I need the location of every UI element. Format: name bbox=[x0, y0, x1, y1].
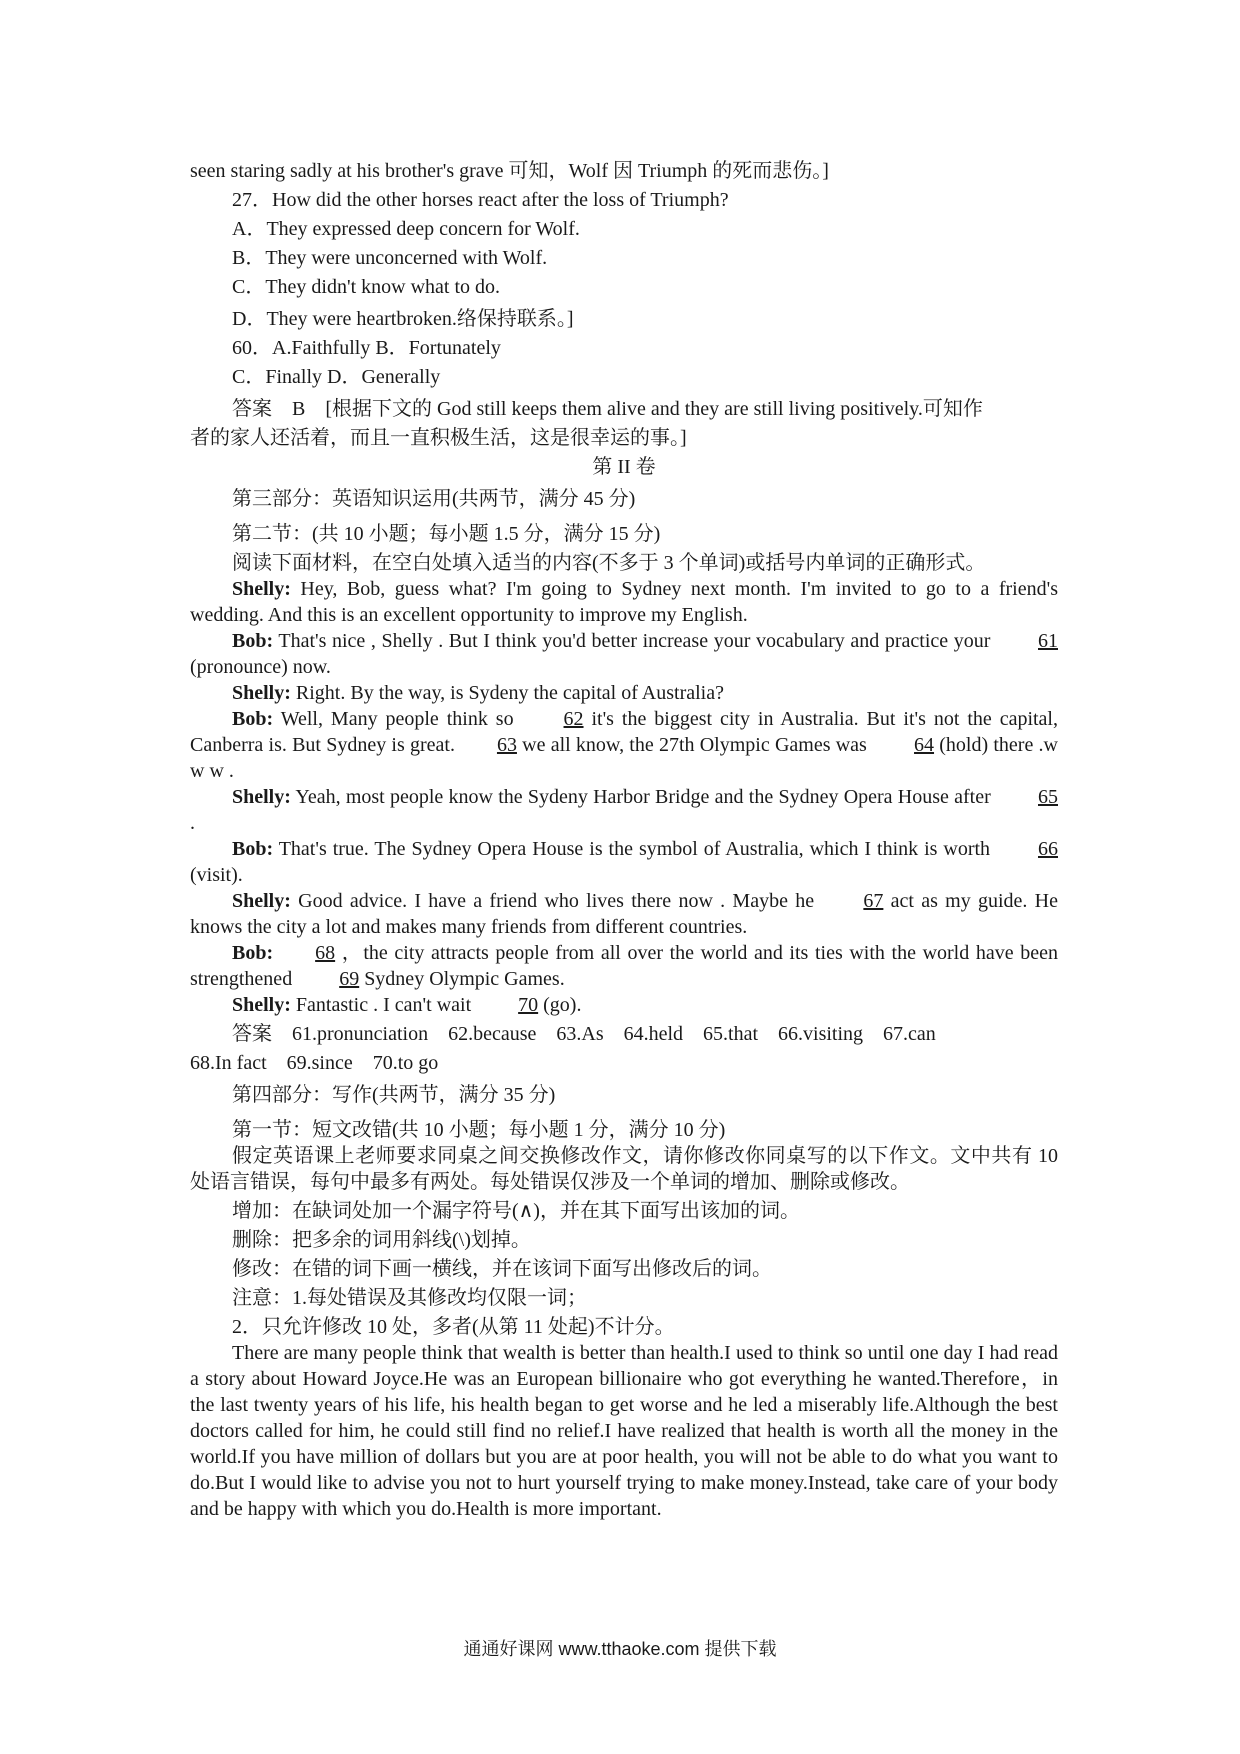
speaker-label: Bob: bbox=[232, 630, 274, 652]
dialogue-text: it's the biggest city in Australia. But it's not the capital, Canberra is. But Sydney is great. bbox=[190, 708, 1058, 756]
dialogue-text: Hey, Bob, guess what? I'm going to Sydney next month. I'm invited to go to a friend's wedding. And this is an excellent opportunity to improve my English. bbox=[190, 578, 1058, 626]
part4-subheading: 第一节：短文改错(共 10 小题；每小题 1 分，满分 10 分) bbox=[232, 1119, 726, 1141]
speaker-label: Bob: bbox=[232, 838, 274, 860]
rule-delete: 删除：把多余的词用斜线(\)划掉。 bbox=[232, 1229, 531, 1251]
dialogue-bob-3 bbox=[190, 836, 1058, 888]
part3-heading: 第三部分：英语知识运用(共两节，满分 45 分) bbox=[232, 488, 636, 510]
q27-option-d: D．They were heartbroken.络保持联系。] bbox=[232, 308, 574, 330]
answers-line2: 68.In fact 69.since 70.to go bbox=[190, 1052, 439, 1074]
speaker-label: Shelly: bbox=[232, 994, 291, 1016]
blank-67: 67 bbox=[863, 890, 884, 912]
prev-explanation-tail: seen staring sadly at his brother's grave 可知，Wolf 因 Triumph 的死而悲伤。] bbox=[190, 160, 829, 182]
part3-subheading: 第二节：(共 10 小题；每小题 1.5 分，满分 15 分) bbox=[232, 523, 661, 545]
dialogue-text: (go). bbox=[538, 994, 582, 1016]
rule-add: 增加：在缺词处加一个漏字符号(∧)，并在其下面写出该加的词。 bbox=[232, 1200, 800, 1222]
section-title: 第 II 卷 bbox=[592, 456, 656, 478]
rule-modify: 修改：在错的词下画一横线，并在该词下面写出修改后的词。 bbox=[232, 1258, 772, 1280]
essay-text: There are many people think that wealth is better than health.I used to think so until one day I had read a story about Howard Joyce.He was an European billionaire who got everything he wanted.Therefore，in the last twenty years of his life, his health began to get worse and he led a miserably life.Although the best doctors called for him, he could still find no relief.I have realized that health is worth all the money in the world.If you have million of dollars but you are at poor health, you will not be able to do what you want to do.But I would like to advise you not to hurt yourself trying to make money.Instead, take care of your body and be happy with which you do.Health is more important. bbox=[190, 1342, 1058, 1520]
dialogue-text: Right. By the way, is Sydeny the capital of Australia? bbox=[290, 682, 724, 704]
part4-instruction: 假定英语课上老师要求同桌之间交换修改作文，请你修改你同桌写的以下作文。文中共有 10 处语言错误，每句中最多有两处。每处错误仅涉及一个单词的增加、删除或修改。 bbox=[190, 1145, 1058, 1193]
answer-60-line2: 者的家人还活着，而且一直积极生活，这是很幸运的事。] bbox=[190, 427, 687, 449]
dialogue-text: Well, Many people think so bbox=[273, 708, 522, 730]
dialogue-shelly-2 bbox=[190, 680, 1058, 706]
footer-credit: 通通好课网 www.tthaoke.com 提供下载 bbox=[463, 1639, 777, 1659]
dialogue-text: (visit). bbox=[190, 864, 243, 886]
dialogue-shelly-5 bbox=[190, 992, 1058, 1018]
blank-62: 62 bbox=[563, 708, 584, 730]
dialogue-bob-4 bbox=[190, 940, 1058, 992]
q27-option-a: A．They expressed deep concern for Wolf. bbox=[232, 218, 580, 240]
dialogue-text: (hold) there .w w w . bbox=[190, 734, 1058, 782]
blank-64: 64 bbox=[914, 734, 935, 756]
question-60-options-ab: 60．A.Faithfully B．Fortunately bbox=[232, 337, 501, 359]
question-27: 27．How did the other horses react after the loss of Triumph? bbox=[232, 189, 729, 211]
speaker-label: Shelly: bbox=[232, 786, 291, 808]
blank-66: 66 bbox=[1038, 838, 1058, 860]
blank-68: 68 bbox=[315, 942, 336, 964]
speaker-label: Shelly: bbox=[232, 578, 291, 600]
dialogue-text: Sydney Olympic Games. bbox=[359, 968, 565, 990]
q27-option-b: B．They were unconcerned with Wolf. bbox=[232, 247, 548, 269]
part4-heading: 第四部分：写作(共两节，满分 35 分) bbox=[232, 1084, 556, 1106]
answer-60-line1: 答案 B [根据下文的 God still keeps them alive and they are still living positively.可知作 bbox=[232, 398, 983, 420]
dialogue-shelly-4 bbox=[190, 888, 1058, 940]
dialogue-text: ，the city attracts people from all over the world and its ties with the world have been strengthened bbox=[190, 942, 1058, 990]
note-2: 2．只允许修改 10 处，多者(从第 11 处起)不计分。 bbox=[232, 1316, 675, 1338]
note-1: 注意：1.每处错误及其修改均仅限一词； bbox=[232, 1287, 587, 1309]
dialogue-text: Fantastic . I can't wait bbox=[290, 994, 477, 1016]
dialogue-text: we all know, the 27th Olympic Games was bbox=[516, 734, 873, 756]
dialogue-text: act as my guide. He knows the city a lot and makes many friends from different countries. bbox=[190, 890, 1058, 938]
dialogue-text: That's true. The Sydney Opera House is the symbol of Australia, which I think is worth bbox=[273, 838, 996, 860]
dialogue-text: Yeah, most people know the Sydeny Harbor Bridge and the Sydney Opera House after bbox=[290, 786, 996, 808]
answers-line1: 答案 61.pronunciation 62.because 63.As 64.held 65.that 66.visiting 67.can bbox=[232, 1023, 936, 1045]
dialogue-shelly-1 bbox=[190, 576, 1058, 628]
speaker-label: Shelly: bbox=[232, 682, 291, 704]
q27-option-c: C．They didn't know what to do. bbox=[232, 276, 501, 298]
page-content bbox=[190, 158, 1058, 1522]
speaker-label: Bob: bbox=[232, 942, 274, 964]
dialogue-bob-1 bbox=[190, 628, 1058, 680]
blank-61: 61 bbox=[1038, 630, 1058, 652]
blank-65: 65 bbox=[1038, 786, 1058, 808]
dialogue-bob-2 bbox=[190, 706, 1058, 784]
question-60-options-cd: C．Finally D．Generally bbox=[232, 366, 441, 388]
part3-instruction: 阅读下面材料，在空白处填入适当的内容(不多于 3 个单词)或括号内单词的正确形式。 bbox=[232, 552, 986, 574]
blank-63: 63 bbox=[496, 734, 517, 756]
blank-70: 70 bbox=[518, 994, 539, 1016]
blank-69: 69 bbox=[339, 968, 360, 990]
speaker-label: Bob: bbox=[232, 708, 274, 730]
dialogue-text: Good advice. I have a friend who lives there now . Maybe he bbox=[290, 890, 822, 912]
speaker-label: Shelly: bbox=[232, 890, 291, 912]
dialogue-text: That's nice , Shelly . But I think you'd better increase your vocabulary and practice your bbox=[273, 630, 996, 652]
dialogue-text: (pronounce) now. bbox=[190, 656, 331, 678]
dialogue-text: . bbox=[190, 812, 195, 834]
dialogue-shelly-3 bbox=[190, 784, 1058, 836]
